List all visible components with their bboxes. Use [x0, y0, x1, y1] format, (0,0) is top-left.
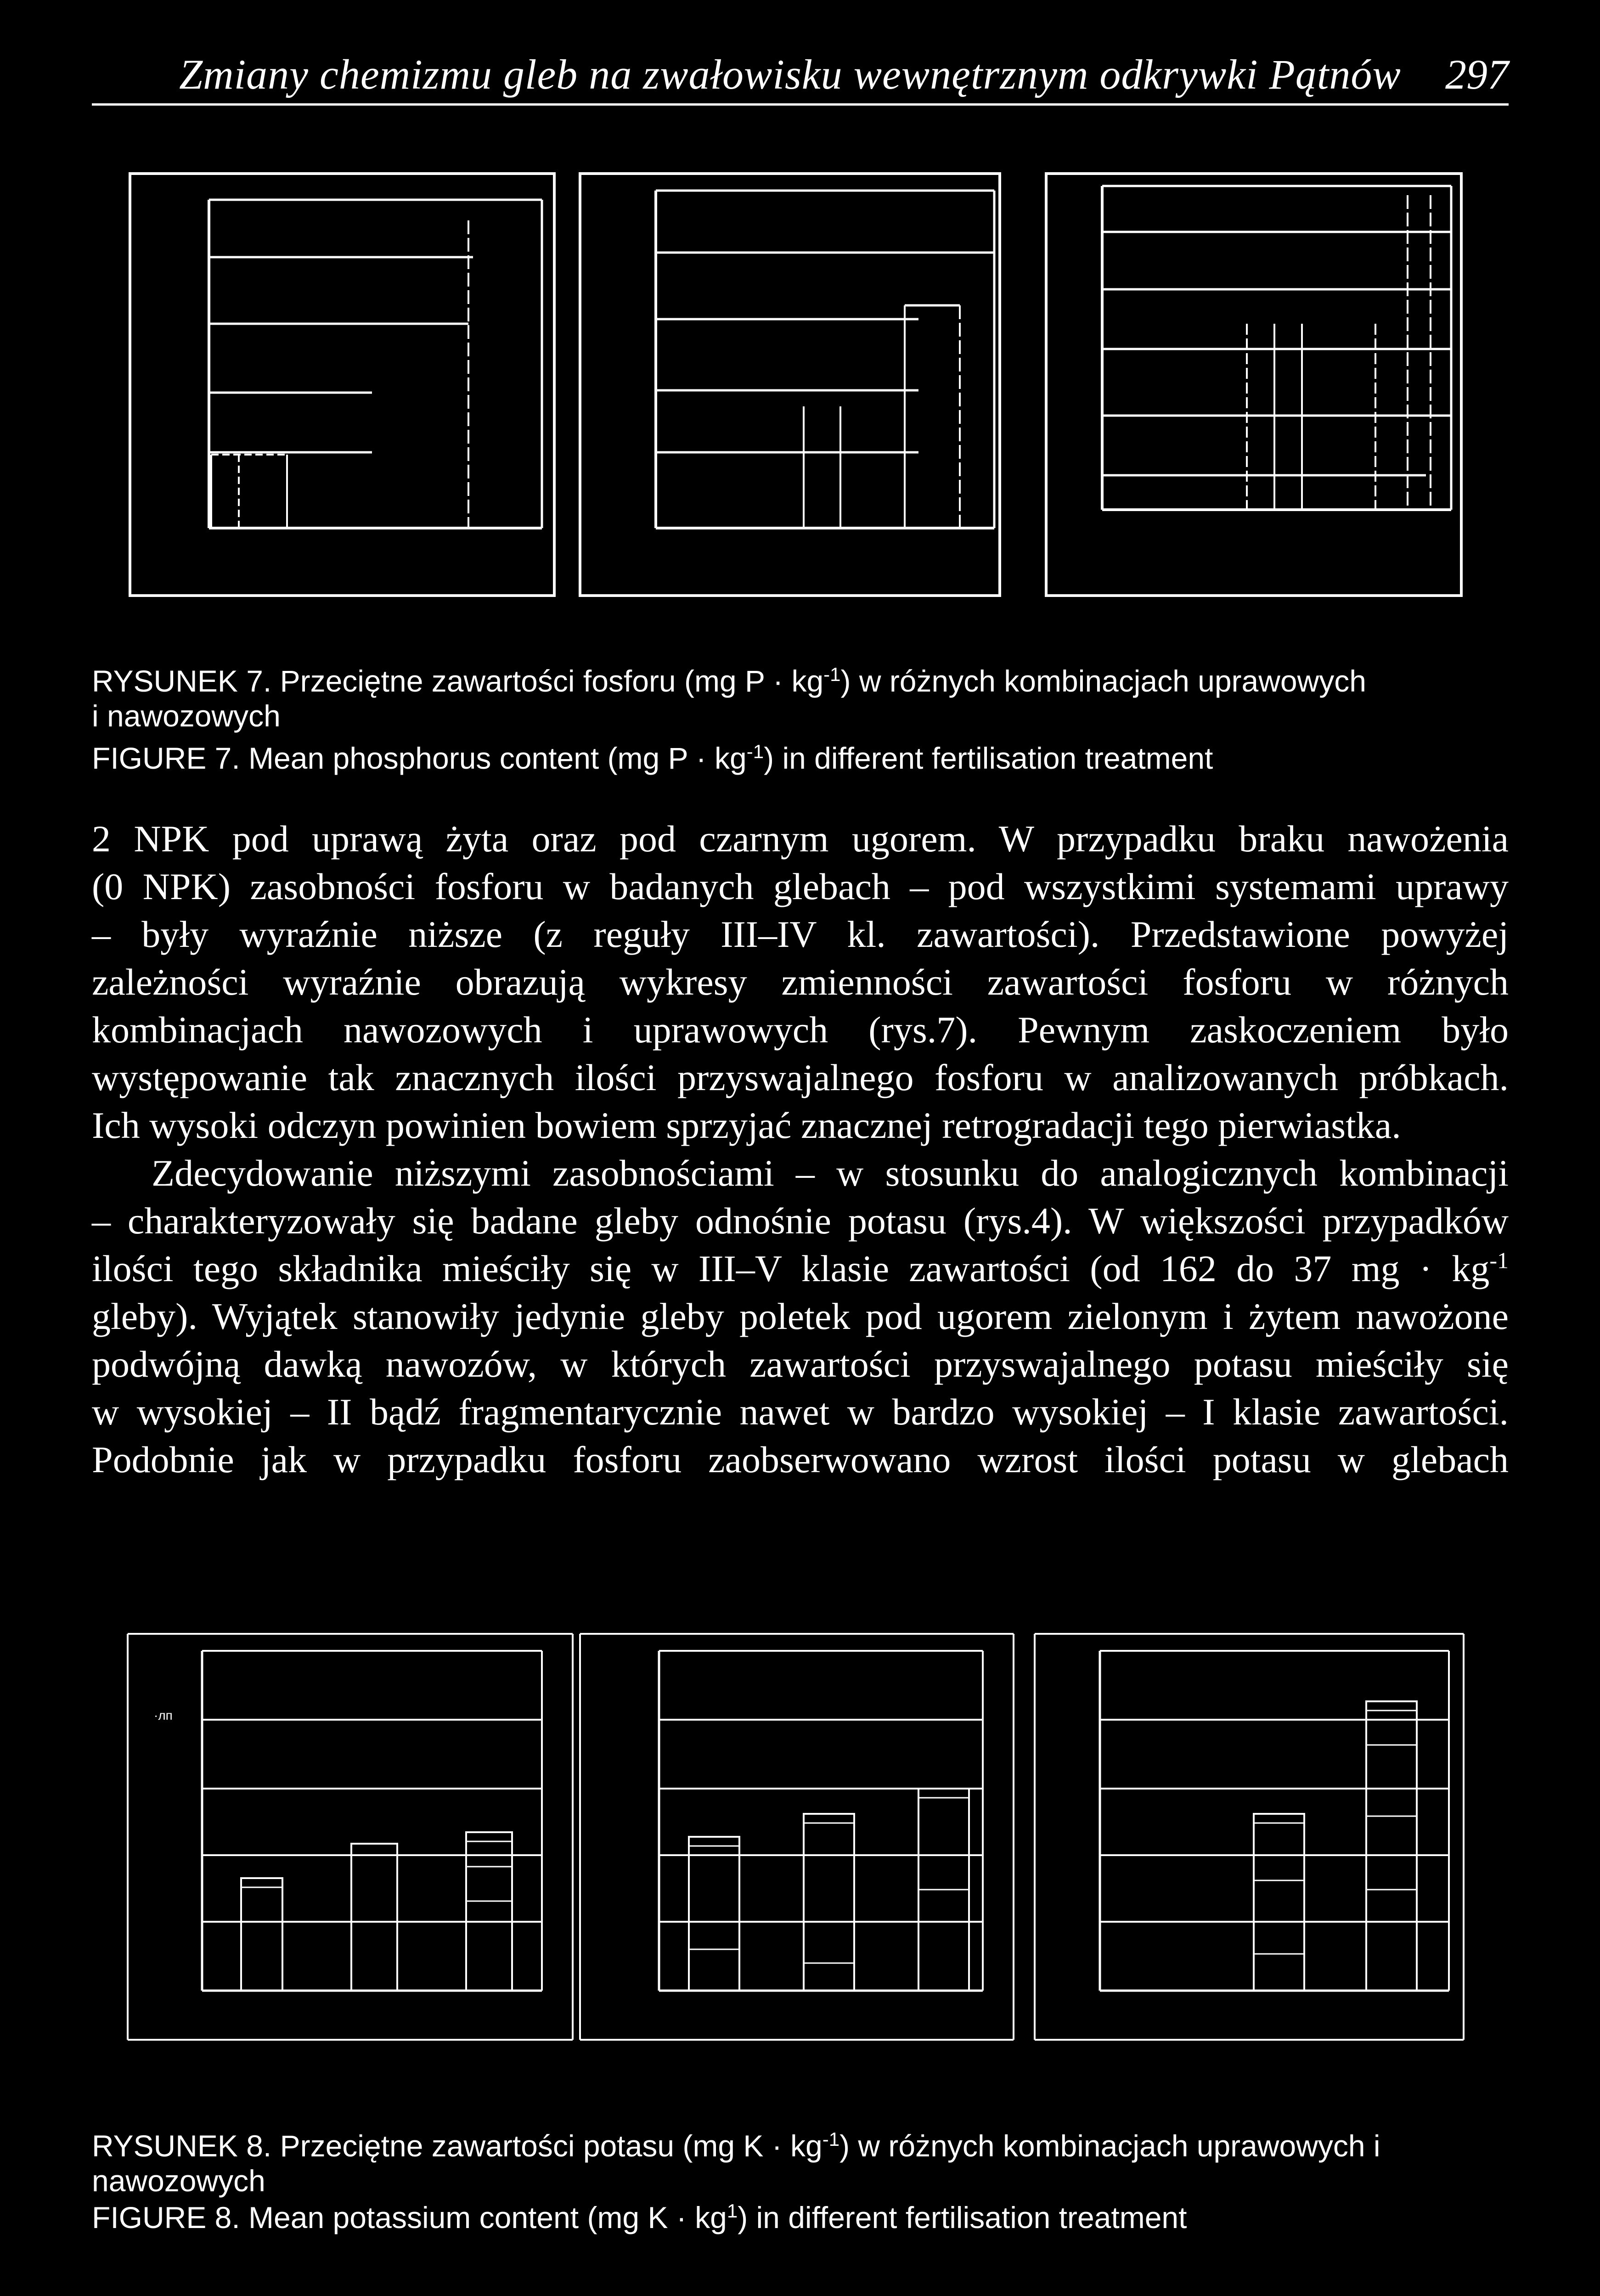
figure8-panel-2: [579, 1632, 1015, 2041]
body-line: Ich wysoki odczyn powinien bowiem sprzyjać znacznej retrogradacji tego pierwiastka.: [92, 1104, 1401, 1146]
body-line: podwójną dawką nawozów, w których zawartości przyswajalnego potasu mieściły się: [92, 1343, 1509, 1385]
figure7-panel-1: [129, 172, 556, 597]
body-line: występowanie tak znacznych ilości przyswajalnego fosforu w analizowanych próbkach.: [92, 1057, 1509, 1098]
running-title: Zmiany chemizmu gleb na zwałowisku wewnętrznym odkrywki Pątnów: [179, 51, 1401, 98]
body-line: 2 NPK pod uprawą żyta oraz pod czarnym ugorem. W przypadku braku nawożenia: [92, 818, 1509, 860]
figure8-caption-pl-line1: RYSUNEK 8. Przeciętne zawartości potasu (mg $K \cdot kg^{-1}$) w różnych kombinacjach uprawowych i: [92, 2128, 1380, 2163]
figure8-tick-label: ·лп: [154, 1708, 173, 1722]
body-line: – były wyraźnie niższe (z reguły III–IV kl. zawartości). Przedstawione powyżej: [92, 913, 1509, 955]
body-line: ilości tego składnika mieściły się w III–V klasie zawartości (od 162 do 37 mg · $kg^{-1}$: [92, 1247, 1509, 1289]
body-line: Podobnie jak w przypadku fosforu zaobserwowano wzrost ilości potasu w glebach: [92, 1439, 1509, 1480]
figure8-panel-3: [1033, 1632, 1465, 2041]
figure7-panel-3: [1045, 172, 1463, 597]
figure8-caption: [92, 2128, 1509, 2235]
body-line: zależności wyraźnie obrazują wykresy zmienności zawartości fosforu w różnych: [92, 961, 1509, 1003]
page-number: 297: [1445, 51, 1509, 98]
body-line: w wysokiej – II bądź fragmentarycznie nawet w bardzo wysokiej – I klasie zawartości.: [92, 1391, 1509, 1433]
figure7-caption-pl-line2: i nawozowych: [92, 699, 281, 733]
figure7-caption: [92, 664, 1509, 776]
figure7-panel-2: [579, 172, 1001, 597]
figure8-panel-1: [126, 1632, 574, 2041]
body-line: Zdecydowanie niższymi zasobnościami – w stosunku do analogicznych kombinacji: [152, 1152, 1509, 1194]
running-header: [92, 48, 1509, 106]
figure7-caption-pl-line1: RYSUNEK 7. Przeciętne zawartości fosforu (mg $P \cdot kg^{-1}$) w różnych kombinacjach uprawowych: [92, 664, 1366, 698]
body-text: [92, 815, 1509, 1484]
body-line: (0 NPK) zasobności fosforu w badanych glebach – pod wszystkimi systemami uprawy: [92, 866, 1509, 907]
body-line: – charakteryzowały się badane gleby odnośnie potasu (rys.4). W większości przypadków: [92, 1200, 1509, 1242]
figure8-caption-en: FIGURE 8. Mean potassium content (mg $K \cdot kg^1$) in different fertilisation treatment: [92, 2200, 1187, 2234]
figure7-caption-en: FIGURE 7. Mean phosphorus content (mg $P \cdot kg^{-1}$) in different fertilisation treatment: [92, 741, 1213, 775]
figure8-caption-pl-line2: nawozowych: [92, 2164, 265, 2198]
body-line: gleby). Wyjątek stanowiły jedynie gleby poletek pod ugorem zielonym i żytem nawożone: [92, 1295, 1509, 1337]
body-line: kombinacjach nawozowych i uprawowych (rys.7). Pewnym zaskoczeniem było: [92, 1009, 1509, 1051]
